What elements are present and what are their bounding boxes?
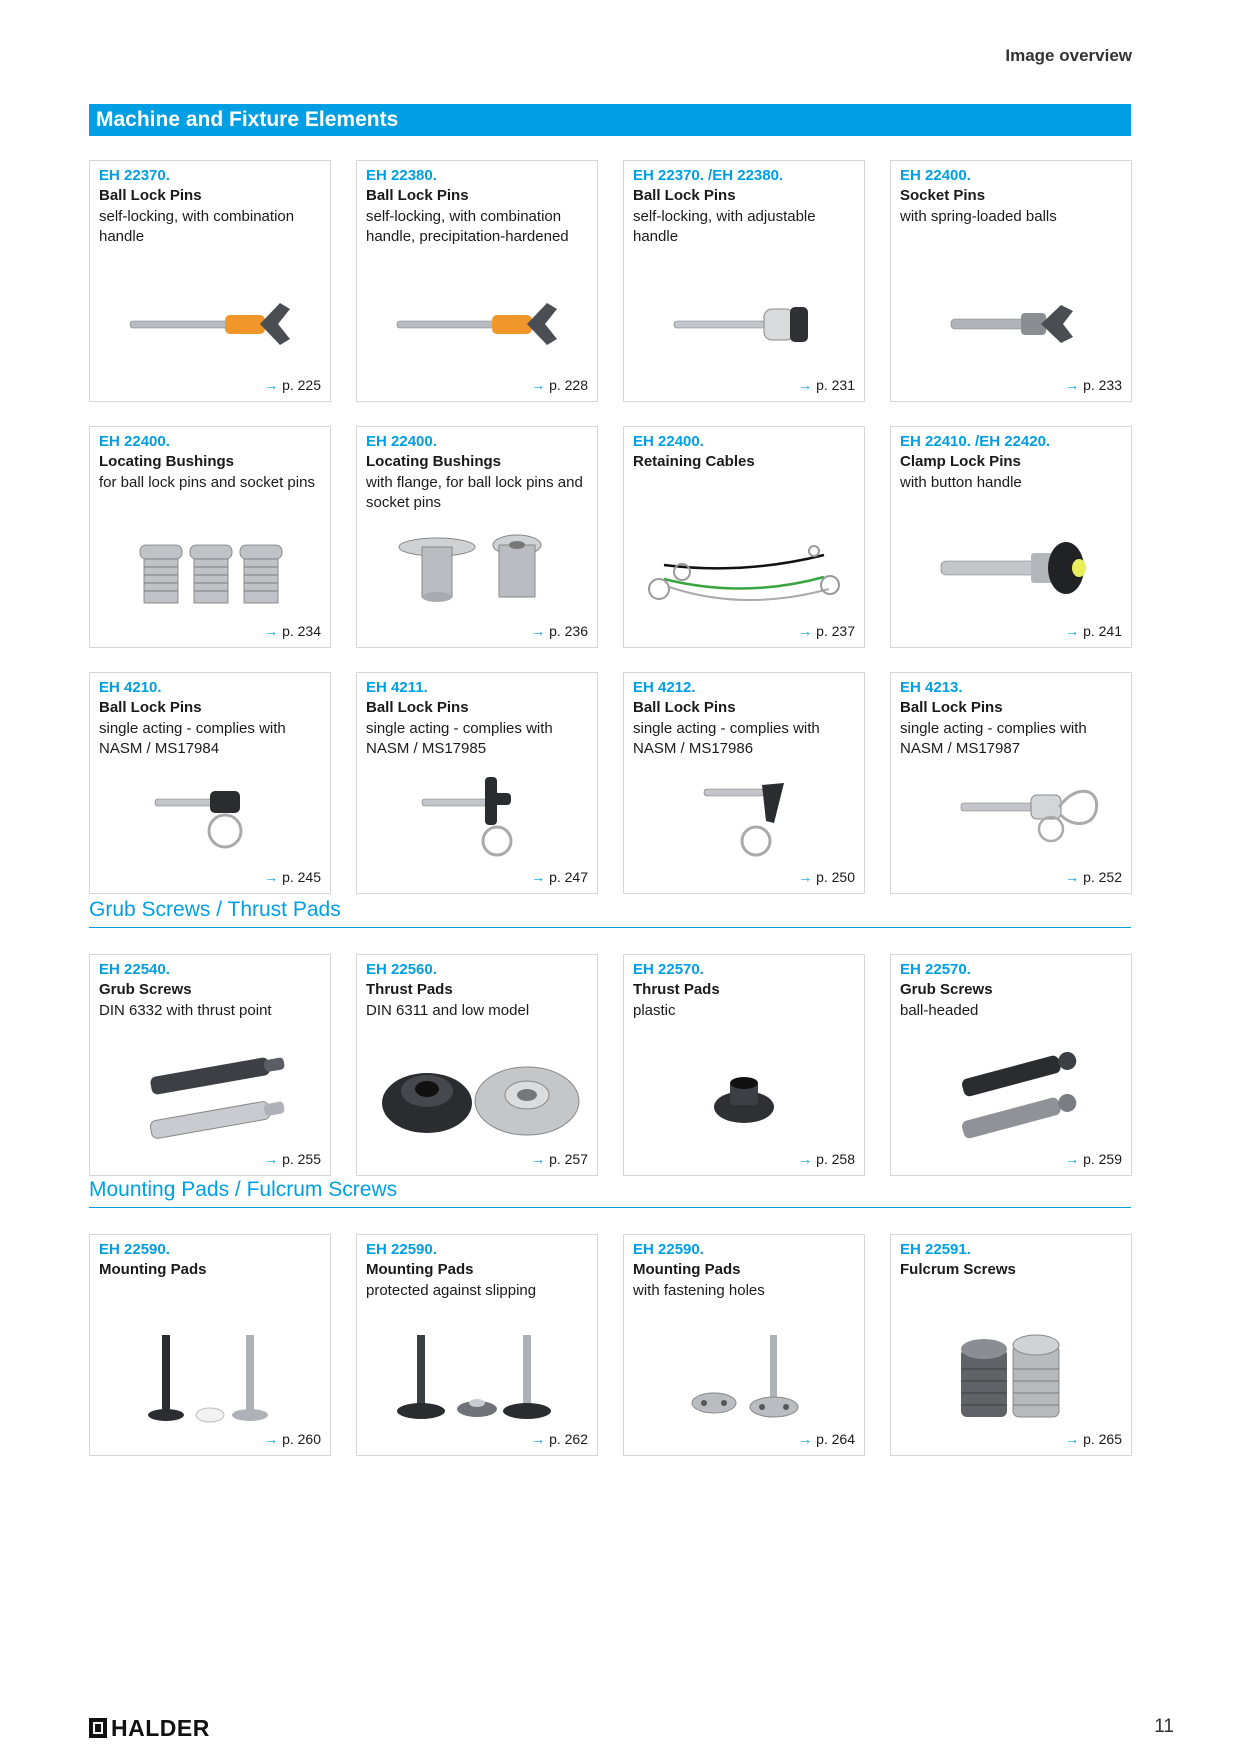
product-image-grub-screws-thrust-point: [100, 1045, 320, 1145]
product-name: Clamp Lock Pins: [900, 453, 1021, 470]
section-title-mounting-pads: Mounting Pads / Fulcrum Screws: [89, 1176, 1131, 1208]
product-description: single acting - complies with NASM / MS17985: [366, 720, 553, 757]
page-reference-link[interactable]: → p. 250: [798, 869, 855, 885]
arrow-right-icon: →: [798, 1431, 813, 1447]
arrow-right-icon: →: [531, 377, 546, 393]
product-name: Mounting Pads: [99, 1261, 207, 1278]
page-reference-link[interactable]: → p. 234: [264, 623, 321, 639]
product-description: self-locking, with adjustable handle: [633, 208, 816, 245]
page-reference-link[interactable]: → p. 262: [531, 1431, 588, 1447]
product-description: DIN 6311 and low model: [366, 1002, 530, 1019]
arrow-right-icon: →: [264, 1151, 279, 1167]
product-card[interactable]: [89, 426, 331, 648]
page-header-title: Image overview: [1005, 46, 1132, 65]
arrow-right-icon: →: [798, 623, 813, 639]
product-description: self-locking, with combination handle: [99, 208, 295, 245]
product-image-grub-screws-ball: [901, 1045, 1121, 1145]
arrow-right-icon: →: [1065, 377, 1080, 393]
arrow-right-icon: →: [531, 623, 546, 639]
product-card[interactable]: [623, 426, 865, 648]
product-name: Thrust Pads: [366, 981, 453, 998]
product-code: EH 4210.: [99, 679, 162, 696]
product-image-mounting-pads-holes: [634, 1325, 854, 1425]
product-code: EH 22400.: [99, 433, 170, 450]
product-name: Ball Lock Pins: [99, 187, 202, 204]
product-description: single acting - complies with NASM / MS17984: [99, 720, 286, 757]
arrow-right-icon: →: [264, 623, 279, 639]
page-reference-link[interactable]: → p. 257: [531, 1151, 588, 1167]
product-name: Grub Screws: [900, 981, 993, 998]
product-card[interactable]: [89, 672, 331, 894]
product-name: Socket Pins: [900, 187, 986, 204]
product-code: EH 22590.: [633, 1241, 704, 1258]
product-card[interactable]: [623, 160, 865, 402]
product-image-fulcrum-screws: [901, 1325, 1121, 1425]
page-reference-link[interactable]: → p. 264: [798, 1431, 855, 1447]
arrow-right-icon: →: [1065, 1431, 1080, 1447]
product-code: EH 22590.: [366, 1241, 437, 1258]
product-name: Mounting Pads: [633, 1261, 741, 1278]
product-image-threaded-bushings: [100, 517, 320, 617]
halder-logo: HALDER: [89, 1716, 210, 1740]
product-code: EH 4211.: [366, 679, 428, 696]
product-code: EH 22370.: [99, 167, 170, 184]
product-image-ball-lock-pin-silver-handle: [634, 271, 854, 371]
product-card[interactable]: [356, 160, 598, 402]
arrow-right-icon: →: [264, 869, 279, 885]
product-image-ring-pin-t-handle: [367, 763, 587, 863]
product-code: EH 22400.: [900, 167, 971, 184]
product-description: for ball lock pins and socket pins: [99, 474, 315, 491]
product-card[interactable]: [89, 160, 331, 402]
product-card[interactable]: [623, 954, 865, 1176]
product-image-ring-pin-l-handle: [634, 763, 854, 863]
product-description: protected against slipping: [366, 1282, 537, 1299]
product-code: EH 22591.: [900, 1241, 971, 1258]
product-image-thrust-pads: [367, 1045, 587, 1145]
product-description: single acting - complies with NASM / MS17986: [633, 720, 820, 757]
product-code: EH 22560.: [366, 961, 437, 978]
product-card[interactable]: [356, 426, 598, 648]
product-name: Ball Lock Pins: [900, 699, 1003, 716]
product-name: Locating Bushings: [366, 453, 501, 470]
page-number: 11: [1154, 1716, 1174, 1737]
arrow-right-icon: →: [264, 377, 279, 393]
page-reference-link[interactable]: → p. 228: [531, 377, 588, 393]
product-code: EH 4213.: [900, 679, 963, 696]
product-name: Thrust Pads: [633, 981, 720, 998]
arrow-right-icon: →: [798, 377, 813, 393]
product-card[interactable]: [623, 672, 865, 894]
product-image-socket-pin: [901, 271, 1121, 371]
product-name: Locating Bushings: [99, 453, 234, 470]
page-reference-link[interactable]: → p. 252: [1065, 869, 1122, 885]
page-reference-link[interactable]: → p. 245: [264, 869, 321, 885]
page-reference-link[interactable]: → p. 260: [264, 1431, 321, 1447]
product-name: Ball Lock Pins: [366, 187, 469, 204]
product-code: EH 22570.: [900, 961, 971, 978]
product-description: with button handle: [900, 474, 1022, 491]
arrow-right-icon: →: [264, 1431, 279, 1447]
page-reference-link[interactable]: → p. 265: [1065, 1431, 1122, 1447]
product-description: plastic: [633, 1002, 676, 1019]
product-code: EH 22570.: [633, 961, 704, 978]
product-name: Fulcrum Screws: [900, 1261, 1016, 1278]
page-reference-link[interactable]: → p. 255: [264, 1151, 321, 1167]
product-code: EH 22410. /EH 22420.: [900, 433, 1051, 450]
halder-logo-icon: [89, 1718, 107, 1738]
product-card[interactable]: [623, 1234, 865, 1456]
product-code: EH 22590.: [99, 1241, 170, 1258]
main-section-banner: Machine and Fixture Elements: [89, 104, 1131, 136]
arrow-right-icon: →: [1065, 1151, 1080, 1167]
product-name: Ball Lock Pins: [633, 187, 736, 204]
product-description: with spring-loaded balls: [900, 208, 1057, 225]
product-code: EH 22540.: [99, 961, 170, 978]
page-reference-link[interactable]: → p. 233: [1065, 377, 1122, 393]
product-card[interactable]: [356, 954, 598, 1176]
product-name: Mounting Pads: [366, 1261, 474, 1278]
product-image-retaining-cables: [634, 517, 854, 617]
arrow-right-icon: →: [531, 1151, 546, 1167]
page-reference-link[interactable]: → p. 231: [798, 377, 855, 393]
product-code: EH 4212.: [633, 679, 696, 696]
page-reference-link[interactable]: → p. 237: [798, 623, 855, 639]
product-image-clamp-lock-pin: [901, 517, 1121, 617]
product-name: Retaining Cables: [633, 453, 755, 470]
page-reference-link[interactable]: → p. 247: [531, 869, 588, 885]
product-card[interactable]: [890, 426, 1132, 648]
section-title-grub-screws: Grub Screws / Thrust Pads: [89, 896, 1131, 928]
product-description: self-locking, with combination handle, precipitation-hardened: [366, 208, 569, 245]
page-reference-link[interactable]: → p. 241: [1065, 623, 1122, 639]
product-image-ball-lock-pin-orange-handle: [100, 271, 320, 371]
page-reference-link[interactable]: → p. 236: [531, 623, 588, 639]
product-card[interactable]: [890, 1234, 1132, 1456]
product-code: EH 22380.: [366, 167, 437, 184]
product-image-plastic-thrust-pad: [634, 1045, 854, 1145]
product-card[interactable]: [89, 1234, 331, 1456]
product-description: with fastening holes: [633, 1282, 765, 1299]
arrow-right-icon: →: [798, 869, 813, 885]
arrow-right-icon: →: [531, 1431, 546, 1447]
arrow-right-icon: →: [1065, 623, 1080, 639]
product-name: Grub Screws: [99, 981, 192, 998]
product-image-ring-pin-silver: [901, 763, 1121, 863]
product-code: EH 22400.: [633, 433, 704, 450]
product-code: EH 22370. /EH 22380.: [633, 167, 784, 184]
product-description: with flange, for ball lock pins and socket pins: [366, 474, 583, 511]
product-image-mounting-pads-rubber: [367, 1325, 587, 1425]
product-image-mounting-pads: [100, 1325, 320, 1425]
product-card[interactable]: [890, 954, 1132, 1176]
arrow-right-icon: →: [531, 869, 546, 885]
product-name: Ball Lock Pins: [633, 699, 736, 716]
product-description: DIN 6332 with thrust point: [99, 1002, 272, 1019]
product-card[interactable]: [89, 954, 331, 1176]
product-description: single acting - complies with NASM / MS17987: [900, 720, 1087, 757]
product-description: ball-headed: [900, 1002, 979, 1019]
product-card[interactable]: [356, 672, 598, 894]
page-reference-link[interactable]: → p. 258: [798, 1151, 855, 1167]
product-image-ring-pin-button: [100, 763, 320, 863]
page-reference-link[interactable]: → p. 225: [264, 377, 321, 393]
arrow-right-icon: →: [798, 1151, 813, 1167]
product-code: EH 22400.: [366, 433, 437, 450]
product-card[interactable]: [890, 672, 1132, 894]
page-reference-link[interactable]: → p. 259: [1065, 1151, 1122, 1167]
product-card[interactable]: [356, 1234, 598, 1456]
product-image-ball-lock-pin-orange-handle: [367, 271, 587, 371]
product-image-flanged-bushings: [367, 517, 587, 617]
product-card[interactable]: [890, 160, 1132, 402]
arrow-right-icon: →: [1065, 869, 1080, 885]
product-name: Ball Lock Pins: [99, 699, 202, 716]
product-name: Ball Lock Pins: [366, 699, 469, 716]
